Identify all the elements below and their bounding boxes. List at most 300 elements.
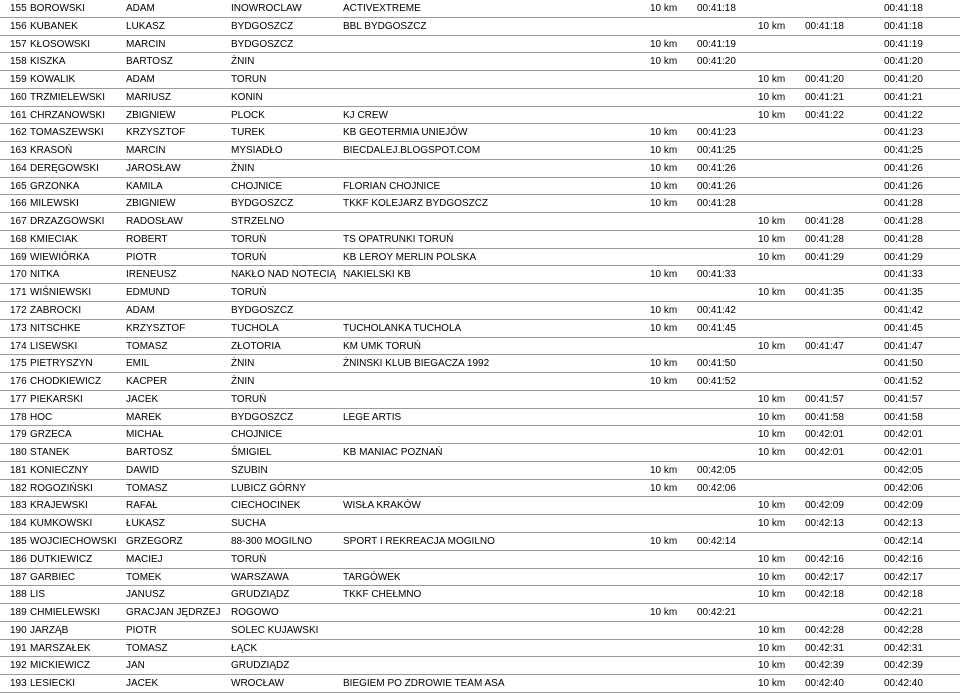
first-name-cell: TOMASZ — [126, 482, 168, 494]
place-cell: 189 — [10, 607, 27, 619]
first-name-cell: MICHAŁ — [126, 429, 164, 441]
place-cell: 161 — [10, 109, 27, 121]
table-row — [0, 18, 960, 36]
first-name-cell: ŁUKASZ — [126, 518, 165, 530]
table-row — [0, 71, 960, 89]
distance-cell: 10 km — [758, 74, 786, 86]
distance-cell: 10 km — [758, 678, 786, 690]
last-name-cell: JARZĄB — [30, 624, 69, 636]
place-cell: 171 — [10, 287, 27, 299]
distance-cell: 10 km — [758, 660, 786, 672]
net-time-cell: 00:41:23 — [884, 127, 923, 139]
time-cell: 00:42:01 — [805, 447, 844, 459]
place-cell: 193 — [10, 678, 27, 690]
net-time-cell: 00:41:18 — [884, 20, 923, 32]
time-cell: 00:42:31 — [805, 642, 844, 654]
last-name-cell: WIEWIÓRKA — [30, 251, 90, 263]
city-cell: KONIN — [231, 91, 263, 103]
table-row — [0, 89, 960, 107]
place-cell: 159 — [10, 74, 27, 86]
city-cell: ZŁOTORIA — [231, 340, 281, 352]
last-name-cell: WOJCIECHOWSKI — [30, 535, 117, 547]
last-name-cell: PIEKARSKI — [30, 393, 83, 405]
club-cell: KM UMK TORUŃ — [343, 340, 421, 352]
last-name-cell: DUTKIEWICZ — [30, 553, 93, 565]
place-cell: 172 — [10, 305, 27, 317]
last-name-cell: CHMIELEWSKI — [30, 607, 101, 619]
place-cell: 177 — [10, 393, 27, 405]
distance-cell: 10 km — [758, 447, 786, 459]
distance-cell: 10 km — [758, 287, 786, 299]
first-name-cell: GRZEGORZ — [126, 535, 183, 547]
first-name-cell: ROBERT — [126, 233, 168, 245]
table-row — [0, 515, 960, 533]
net-time-cell: 00:41:57 — [884, 393, 923, 405]
city-cell: CHOJNICE — [231, 180, 283, 192]
last-name-cell: KISZKA — [30, 56, 66, 68]
table-row — [0, 480, 960, 498]
distance-cell: 10 km — [758, 624, 786, 636]
city-cell: ŚMIGIEL — [231, 447, 272, 459]
table-row — [0, 640, 960, 658]
place-cell: 168 — [10, 233, 27, 245]
first-name-cell: JAN — [126, 660, 145, 672]
first-name-cell: JAROSŁAW — [126, 162, 181, 174]
place-cell: 169 — [10, 251, 27, 263]
distance-cell: 10 km — [758, 518, 786, 530]
place-cell: 182 — [10, 482, 27, 494]
distance-cell: 10 km — [650, 464, 678, 476]
city-cell: ŻNIN — [231, 56, 255, 68]
first-name-cell: ADAM — [126, 3, 155, 14]
last-name-cell: KOWALIK — [30, 74, 76, 86]
city-cell: TORUŃ — [231, 287, 267, 299]
table-row — [0, 409, 960, 427]
place-cell: 174 — [10, 340, 27, 352]
city-cell: ŻNIN — [231, 162, 255, 174]
city-cell: SUCHA — [231, 518, 267, 530]
distance-cell: 10 km — [650, 269, 678, 281]
table-row — [0, 426, 960, 444]
city-cell: GRUDZIĄDZ — [231, 589, 290, 601]
club-cell: TARGÓWEK — [343, 571, 401, 583]
table-row — [0, 0, 960, 18]
place-cell: 157 — [10, 38, 27, 50]
distance-cell: 10 km — [650, 535, 678, 547]
last-name-cell: WIŚNIEWSKI — [30, 287, 92, 299]
table-row — [0, 36, 960, 54]
first-name-cell: MARCIN — [126, 38, 166, 50]
city-cell: TUREK — [231, 127, 265, 139]
table-row — [0, 533, 960, 551]
city-cell: ŻNIN — [231, 376, 255, 388]
table-row — [0, 320, 960, 338]
last-name-cell: CHRZANOWSKI — [30, 109, 105, 121]
club-cell: ŻNINSKI KLUB BIEGACZA 1992 — [343, 358, 490, 370]
distance-cell: 10 km — [758, 411, 786, 423]
net-time-cell: 00:41:47 — [884, 340, 923, 352]
place-cell: 180 — [10, 447, 27, 459]
first-name-cell: EMIL — [126, 358, 150, 370]
club-cell: NAKIELSKI KB — [343, 269, 411, 281]
net-time-cell: 00:42:18 — [884, 589, 923, 601]
distance-cell: 10 km — [758, 251, 786, 263]
place-cell: 162 — [10, 127, 27, 139]
first-name-cell: MAREK — [126, 411, 162, 423]
place-cell: 179 — [10, 429, 27, 441]
table-row — [0, 284, 960, 302]
last-name-cell: MARSZAŁEK — [30, 642, 91, 654]
first-name-cell: RAFAŁ — [126, 500, 158, 512]
place-cell: 167 — [10, 216, 27, 228]
time-cell: 00:41:26 — [697, 180, 736, 192]
time-cell: 00:41:57 — [805, 393, 844, 405]
net-time-cell: 00:41:42 — [884, 305, 923, 317]
distance-cell: 10 km — [758, 500, 786, 512]
place-cell: 165 — [10, 180, 27, 192]
city-cell: SOLEC KUJAWSKI — [231, 624, 319, 636]
table-row — [0, 373, 960, 391]
net-time-cell: 00:42:09 — [884, 500, 923, 512]
place-cell: 155 — [10, 3, 27, 14]
net-time-cell: 00:41:50 — [884, 358, 923, 370]
table-row — [0, 302, 960, 320]
club-cell: KB LEROY MERLIN POLSKA — [343, 251, 477, 263]
time-cell: 00:41:35 — [805, 287, 844, 299]
place-cell: 170 — [10, 269, 27, 281]
net-time-cell: 00:42:14 — [884, 535, 923, 547]
city-cell: LUBICZ GÓRNY — [231, 482, 307, 494]
net-time-cell: 00:41:26 — [884, 162, 923, 174]
distance-cell: 10 km — [650, 38, 678, 50]
time-cell: 00:41:28 — [805, 233, 844, 245]
time-cell: 00:41:19 — [697, 38, 736, 50]
first-name-cell: KAMILA — [126, 180, 163, 192]
table-row — [0, 53, 960, 71]
last-name-cell: DERĘGOWSKI — [30, 162, 99, 174]
time-cell: 00:42:16 — [805, 553, 844, 565]
net-time-cell: 00:41:45 — [884, 322, 923, 334]
time-cell: 00:42:13 — [805, 518, 844, 530]
first-name-cell: KRZYSZTOF — [126, 127, 186, 139]
first-name-cell: DAWID — [126, 464, 159, 476]
city-cell: 88-300 MOGILNO — [231, 535, 313, 547]
city-cell: TORUN — [231, 74, 267, 86]
table-row — [0, 124, 960, 142]
city-cell: BYDGOSZCZ — [231, 198, 294, 210]
last-name-cell: KONIECZNY — [30, 464, 89, 476]
net-time-cell: 00:41:28 — [884, 198, 923, 210]
place-cell: 192 — [10, 660, 27, 672]
time-cell: 00:41:28 — [805, 216, 844, 228]
last-name-cell: KRASOŃ — [30, 145, 73, 157]
last-name-cell: KRAJEWSKI — [30, 500, 88, 512]
distance-cell: 10 km — [758, 340, 786, 352]
last-name-cell: GARBIEC — [30, 571, 76, 583]
place-cell: 185 — [10, 535, 27, 547]
city-cell: ROGOWO — [231, 607, 279, 619]
net-time-cell: 00:41:20 — [884, 74, 923, 86]
first-name-cell: PIOTR — [126, 251, 157, 263]
distance-cell: 10 km — [650, 482, 678, 494]
table-row — [0, 675, 960, 693]
time-cell: 00:42:09 — [805, 500, 844, 512]
distance-cell: 10 km — [758, 589, 786, 601]
city-cell: GRUDZIĄDZ — [231, 660, 290, 672]
place-cell: 156 — [10, 20, 27, 32]
first-name-cell: ZBIGNIEW — [126, 109, 176, 121]
distance-cell: 10 km — [650, 145, 678, 157]
distance-cell: 10 km — [650, 322, 678, 334]
place-cell: 176 — [10, 376, 27, 388]
last-name-cell: HOC — [30, 411, 53, 423]
net-time-cell: 00:42:05 — [884, 464, 923, 476]
table-row — [0, 355, 960, 373]
place-cell: 183 — [10, 500, 27, 512]
place-cell: 175 — [10, 358, 27, 370]
club-cell: SPORT I REKREACJA MOGILNO — [343, 535, 495, 547]
city-cell: MYSIADŁO — [231, 145, 283, 157]
time-cell: 00:41:28 — [697, 198, 736, 210]
net-time-cell: 00:41:26 — [884, 180, 923, 192]
last-name-cell: KUMKOWSKI — [30, 518, 93, 530]
club-cell: TKKF KOLEJARZ BYDGOSZCZ — [343, 198, 489, 210]
net-time-cell: 00:42:31 — [884, 642, 923, 654]
last-name-cell: KŁOSOWSKI — [30, 38, 91, 50]
time-cell: 00:42:39 — [805, 660, 844, 672]
last-name-cell: STANEK — [30, 447, 70, 459]
distance-cell: 10 km — [650, 305, 678, 317]
club-cell: WISŁA KRAKÓW — [343, 500, 421, 512]
first-name-cell: KACPER — [126, 376, 168, 388]
first-name-cell: ADAM — [126, 305, 155, 317]
distance-cell: 10 km — [758, 216, 786, 228]
place-cell: 186 — [10, 553, 27, 565]
table-row — [0, 657, 960, 675]
first-name-cell: TOMASZ — [126, 642, 168, 654]
place-cell: 187 — [10, 571, 27, 583]
distance-cell: 10 km — [650, 607, 678, 619]
first-name-cell: ADAM — [126, 74, 155, 86]
table-row — [0, 195, 960, 213]
place-cell: 184 — [10, 518, 27, 530]
distance-cell: 10 km — [650, 180, 678, 192]
time-cell: 00:41:52 — [697, 376, 736, 388]
time-cell: 00:42:17 — [805, 571, 844, 583]
table-row — [0, 462, 960, 480]
first-name-cell: JACEK — [126, 678, 159, 690]
time-cell: 00:41:50 — [697, 358, 736, 370]
city-cell: TUCHOLA — [231, 322, 279, 334]
distance-cell: 10 km — [650, 127, 678, 139]
last-name-cell: KMIECIAK — [30, 233, 78, 245]
place-cell: 166 — [10, 198, 27, 210]
first-name-cell: TOMASZ — [126, 340, 168, 352]
time-cell: 00:41:23 — [697, 127, 736, 139]
net-time-cell: 00:42:40 — [884, 678, 923, 690]
last-name-cell: LISEWSKI — [30, 340, 78, 352]
first-name-cell: BARTOSZ — [126, 56, 173, 68]
first-name-cell: LUKASZ — [126, 20, 165, 32]
distance-cell: 10 km — [758, 233, 786, 245]
club-cell: ACTIVEXTREME — [343, 3, 421, 14]
club-cell: TKKF CHEŁMNO — [343, 589, 422, 601]
table-row — [0, 160, 960, 178]
time-cell: 00:41:29 — [805, 251, 844, 263]
table-row — [0, 497, 960, 515]
distance-cell: 10 km — [650, 162, 678, 174]
city-cell: CHOJNICE — [231, 429, 283, 441]
time-cell: 00:41:42 — [697, 305, 736, 317]
net-time-cell: 00:41:28 — [884, 216, 923, 228]
net-time-cell: 00:42:21 — [884, 607, 923, 619]
time-cell: 00:42:14 — [697, 535, 736, 547]
net-time-cell: 00:42:16 — [884, 553, 923, 565]
table-row — [0, 249, 960, 267]
place-cell: 163 — [10, 145, 27, 157]
place-cell: 158 — [10, 56, 27, 68]
time-cell: 00:42:01 — [805, 429, 844, 441]
first-name-cell: MACIEJ — [126, 553, 163, 565]
table-row — [0, 604, 960, 622]
place-cell: 188 — [10, 589, 27, 601]
place-cell: 164 — [10, 162, 27, 174]
first-name-cell: BARTOSZ — [126, 447, 173, 459]
distance-cell: 10 km — [758, 553, 786, 565]
last-name-cell: DRZAZGOWSKI — [30, 216, 105, 228]
time-cell: 00:41:18 — [805, 20, 844, 32]
city-cell: ŻNIN — [231, 358, 255, 370]
net-time-cell: 00:41:18 — [884, 3, 923, 14]
city-cell: ŁĄCK — [231, 642, 258, 654]
last-name-cell: MILEWSKI — [30, 198, 79, 210]
place-cell: 173 — [10, 322, 27, 334]
net-time-cell: 00:41:35 — [884, 287, 923, 299]
first-name-cell: PIOTR — [126, 624, 157, 636]
distance-cell: 10 km — [650, 376, 678, 388]
club-cell: BIECDALEJ.BLOGSPOT.COM — [343, 145, 481, 157]
table-row — [0, 338, 960, 356]
city-cell: INOWROCLAW — [231, 3, 302, 14]
net-time-cell: 00:41:52 — [884, 376, 923, 388]
table-row — [0, 178, 960, 196]
city-cell: WROCŁAW — [231, 678, 284, 690]
net-time-cell: 00:41:22 — [884, 109, 923, 121]
first-name-cell: MARCIN — [126, 145, 166, 157]
time-cell: 00:41:21 — [805, 91, 844, 103]
time-cell: 00:42:28 — [805, 624, 844, 636]
table-row — [0, 586, 960, 604]
club-cell: LEGE ARTIS — [343, 411, 402, 423]
city-cell: TORUŃ — [231, 233, 267, 245]
club-cell: KB GEOTERMIA UNIEJÓW — [343, 127, 468, 139]
last-name-cell: GRZECA — [30, 429, 72, 441]
table-row — [0, 266, 960, 284]
first-name-cell: JACEK — [126, 393, 159, 405]
city-cell: TORUŃ — [231, 393, 267, 405]
last-name-cell: TOMASZEWSKI — [30, 127, 104, 139]
last-name-cell: ZABROCKI — [30, 305, 82, 317]
first-name-cell: MARIUSZ — [126, 91, 171, 103]
table-row — [0, 622, 960, 640]
net-time-cell: 00:41:33 — [884, 269, 923, 281]
club-cell: BBL BYDGOSZCZ — [343, 20, 427, 32]
city-cell: CIECHOCINEK — [231, 500, 301, 512]
distance-cell: 10 km — [758, 109, 786, 121]
table-row — [0, 551, 960, 569]
table-row — [0, 569, 960, 587]
net-time-cell: 00:41:20 — [884, 56, 923, 68]
last-name-cell: BOROWSKI — [30, 3, 86, 14]
time-cell: 00:41:22 — [805, 109, 844, 121]
time-cell: 00:41:33 — [697, 269, 736, 281]
city-cell: TORUŃ — [231, 251, 267, 263]
time-cell: 00:42:05 — [697, 464, 736, 476]
net-time-cell: 00:41:58 — [884, 411, 923, 423]
club-cell: FLORIAN CHOJNICE — [343, 180, 441, 192]
first-name-cell: EDMUND — [126, 287, 170, 299]
net-time-cell: 00:41:19 — [884, 38, 923, 50]
distance-cell: 10 km — [758, 642, 786, 654]
time-cell: 00:42:40 — [805, 678, 844, 690]
last-name-cell: LIS — [30, 589, 46, 601]
table-row — [0, 231, 960, 249]
last-name-cell: NITSCHKE — [30, 322, 81, 334]
time-cell: 00:41:25 — [697, 145, 736, 157]
net-time-cell: 00:41:29 — [884, 251, 923, 263]
city-cell: PLOCK — [231, 109, 265, 121]
net-time-cell: 00:41:25 — [884, 145, 923, 157]
distance-cell: 10 km — [758, 429, 786, 441]
club-cell: KJ CREW — [343, 109, 388, 121]
distance-cell: 10 km — [758, 91, 786, 103]
place-cell: 160 — [10, 91, 27, 103]
net-time-cell: 00:42:39 — [884, 660, 923, 672]
city-cell: SZUBIN — [231, 464, 268, 476]
time-cell: 00:42:06 — [697, 482, 736, 494]
net-time-cell: 00:42:13 — [884, 518, 923, 530]
distance-cell: 10 km — [758, 20, 786, 32]
city-cell: BYDGOSZCZ — [231, 411, 294, 423]
net-time-cell: 00:41:21 — [884, 91, 923, 103]
first-name-cell: IRENEUSZ — [126, 269, 177, 281]
place-cell: 190 — [10, 624, 27, 636]
time-cell: 00:41:47 — [805, 340, 844, 352]
club-cell: TS OPATRUNKI TORUŃ — [343, 233, 454, 245]
time-cell: 00:41:58 — [805, 411, 844, 423]
time-cell: 00:41:45 — [697, 322, 736, 334]
distance-cell: 10 km — [650, 358, 678, 370]
city-cell: WARSZAWA — [231, 571, 289, 583]
time-cell: 00:42:21 — [697, 607, 736, 619]
distance-cell: 10 km — [650, 56, 678, 68]
last-name-cell: KUBANEK — [30, 20, 78, 32]
net-time-cell: 00:42:28 — [884, 624, 923, 636]
last-name-cell: MICKIEWICZ — [30, 660, 90, 672]
table-row — [0, 142, 960, 160]
club-cell: BIEGIEM PO ZDROWIE TEAM ASA — [343, 678, 505, 690]
first-name-cell: GRACJAN JĘDRZEJ — [126, 607, 221, 619]
net-time-cell: 00:42:06 — [884, 482, 923, 494]
last-name-cell: TRZMIELEWSKI — [30, 91, 106, 103]
city-cell: BYDGOSZCZ — [231, 20, 294, 32]
last-name-cell: GRZONKA — [30, 180, 80, 192]
distance-cell: 10 km — [758, 393, 786, 405]
distance-cell: 10 km — [650, 198, 678, 210]
first-name-cell: TOMEK — [126, 571, 162, 583]
net-time-cell: 00:41:28 — [884, 233, 923, 245]
first-name-cell: JANUSZ — [126, 589, 165, 601]
